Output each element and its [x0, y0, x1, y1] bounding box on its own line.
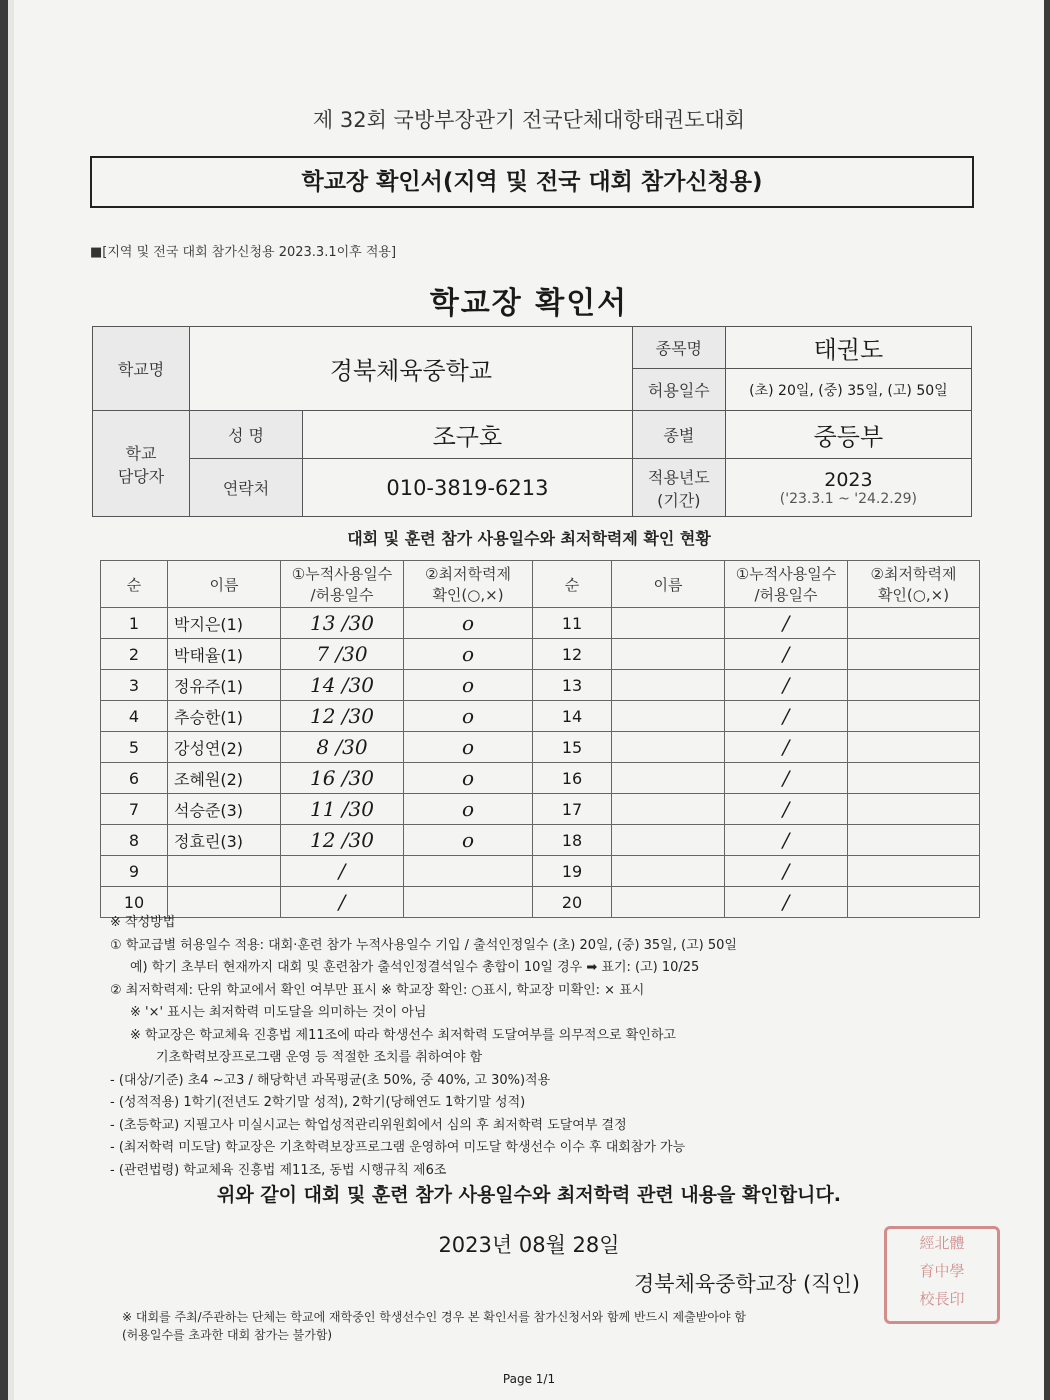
- row-check-2: [848, 639, 980, 670]
- row-check-2: [848, 825, 980, 856]
- row-no-2: 18: [533, 825, 612, 856]
- row-days-2: /: [725, 732, 848, 763]
- row-name: 박지은(1): [168, 608, 281, 639]
- row-check-2: [848, 763, 980, 794]
- col-days: ①누적사용일수 /허용일수: [281, 561, 404, 608]
- row-name-2: [612, 856, 725, 887]
- event-name: 태권도: [725, 327, 971, 369]
- row-check: o: [404, 794, 533, 825]
- instruction-line: - (대상/기준) 초4 ~고3 / 해당학년 과목평균(초 50%, 중 40%, 고 30%)적용: [110, 1072, 551, 1088]
- row-no-2: 12: [533, 639, 612, 670]
- row-check: o: [404, 763, 533, 794]
- instruction-line: - (관련법령) 학교체육 진흥법 제11조, 동법 시행규칙 제6조: [110, 1162, 447, 1178]
- page-number: Page 1/1: [502, 1372, 556, 1386]
- row-days: 8 /30: [281, 732, 404, 763]
- applicability-note: ■[지역 및 전국 대회 참가신청용 2023.3.1이후 적용]: [90, 245, 397, 260]
- row-name: 추승한(1): [168, 701, 281, 732]
- col-name-2: 이름: [612, 561, 725, 608]
- table-row: [101, 763, 980, 794]
- row-no-2: 19: [533, 856, 612, 887]
- row-days: 11 /30: [281, 794, 404, 825]
- form-title-box: 학교장 확인서(지역 및 전국 대회 참가신청용): [90, 156, 974, 208]
- row-no-2: 20: [533, 887, 612, 918]
- year-label: 적용년도 (기간): [632, 459, 725, 517]
- row-check: [404, 856, 533, 887]
- row-no: 1: [101, 608, 168, 639]
- allowed-days-label: 허용일수: [632, 369, 725, 411]
- table-row: [101, 639, 980, 670]
- contact-phone-label: 연락처: [190, 459, 303, 517]
- instruction-line: ※ 학교장은 학교체육 진흥법 제11조에 따라 학생선수 최저학력 도달여부를 의무적으로 확인하고: [130, 1027, 676, 1043]
- principal-signature: 경북체육중학교장 (직인): [634, 1272, 860, 1296]
- row-no-2: 14: [533, 701, 612, 732]
- footnote: [122, 1308, 1002, 1344]
- table-row: [101, 670, 980, 701]
- contact-name: 조구호: [303, 411, 633, 459]
- contact-phone: 010-3819-6213: [303, 459, 633, 517]
- row-no-2: 13: [533, 670, 612, 701]
- row-name-2: [612, 825, 725, 856]
- row-no: 10: [101, 887, 168, 918]
- row-name-2: [612, 670, 725, 701]
- row-days-2: /: [725, 608, 848, 639]
- event-label: 종목명: [632, 327, 725, 369]
- school-label: 학교명: [93, 327, 190, 411]
- row-days: 16 /30: [281, 763, 404, 794]
- row-days: 13 /30: [281, 608, 404, 639]
- row-check-2: [848, 794, 980, 825]
- row-no: 3: [101, 670, 168, 701]
- contact-label: 학교 담당자: [93, 411, 190, 517]
- row-name-2: [612, 639, 725, 670]
- instruction-line: - (성적적용) 1학기(전년도 2학기말 성적), 2학기(당해연도 1학기말 성적): [110, 1095, 526, 1110]
- row-name-2: [612, 732, 725, 763]
- row-check-2: [848, 701, 980, 732]
- row-name-2: [612, 794, 725, 825]
- row-name: 박태율(1): [168, 639, 281, 670]
- row-name: 조혜원(2): [168, 763, 281, 794]
- document-page: [14, 0, 1044, 1400]
- row-name: 정유주(1): [168, 670, 281, 701]
- row-check: o: [404, 608, 533, 639]
- row-name-2: [612, 701, 725, 732]
- table-row: [101, 794, 980, 825]
- allowed-days: (초) 20일, (중) 35일, (고) 50일: [725, 369, 971, 411]
- col-name: 이름: [168, 561, 281, 608]
- instruction-line: ① 학교급별 허용일수 적용: 대회·훈련 참가 누적사용일수 기입 / 출석인정일수 (초) 20일, (중) 35일, (고) 50일: [110, 937, 737, 953]
- row-check: o: [404, 732, 533, 763]
- row-no-2: 16: [533, 763, 612, 794]
- table-row: [101, 608, 980, 639]
- instruction-line: ※ 작성방법: [110, 915, 176, 930]
- table-row: [101, 825, 980, 856]
- row-days-2: /: [725, 763, 848, 794]
- row-days-2: /: [725, 794, 848, 825]
- row-check: o: [404, 639, 533, 670]
- footnote-line: (허용일수를 초과한 대회 참가는 불가함): [122, 1328, 333, 1342]
- division: 중등부: [725, 411, 971, 459]
- document-date: 2023년 08월 28일: [438, 1233, 620, 1257]
- row-days-2: /: [725, 856, 848, 887]
- col-check-2: ②최저학력제 확인(○,×): [848, 561, 980, 608]
- row-check-2: [848, 608, 980, 639]
- row-name: 석승준(3): [168, 794, 281, 825]
- row-check-2: [848, 732, 980, 763]
- table-row: [101, 732, 980, 763]
- row-days-2: /: [725, 887, 848, 918]
- instruction-line: ※ '×' 표시는 최저학력 미도달을 의미하는 것이 아님: [130, 1005, 427, 1020]
- row-no-2: 15: [533, 732, 612, 763]
- table-row: [101, 856, 980, 887]
- document-title: 학교장 확인서: [429, 286, 629, 321]
- row-no: 8: [101, 825, 168, 856]
- row-days: /: [281, 887, 404, 918]
- row-name-2: [612, 608, 725, 639]
- instruction-line: 기초학력보장프로그램 운영 등 적절한 조치를 취하여야 함: [156, 1050, 483, 1065]
- row-days: 12 /30: [281, 825, 404, 856]
- instruction-line: 예) 학기 초부터 현재까지 대회 및 훈련참가 출석인정결석일수 총합이 10일 경우 ➡ 표기: (고) 10/25: [130, 960, 700, 975]
- year: 2023: [824, 468, 873, 491]
- row-check-2: [848, 670, 980, 701]
- row-no: 4: [101, 701, 168, 732]
- row-check: o: [404, 701, 533, 732]
- row-name: 강성연(2): [168, 732, 281, 763]
- period: ('23.3.1 ~ '24.2.29): [779, 490, 918, 507]
- row-name: [168, 856, 281, 887]
- school-name: 경북체육중학교: [190, 327, 633, 411]
- row-no: 9: [101, 856, 168, 887]
- confirmation-statement: 위와 같이 대회 및 훈련 참가 사용일수와 최저학력 관련 내용을 확인합니다.: [217, 1184, 841, 1206]
- col-no-2: 순: [533, 561, 612, 608]
- col-days-2: ①누적사용일수 /허용일수: [725, 561, 848, 608]
- row-no: 7: [101, 794, 168, 825]
- col-check: ②최저학력제 확인(○,×): [404, 561, 533, 608]
- row-name-2: [612, 763, 725, 794]
- event-title: 제 32회 국방부장관기 전국단체대항태권도대회: [312, 108, 746, 132]
- table-row: [101, 701, 980, 732]
- row-no: 6: [101, 763, 168, 794]
- row-days: /: [281, 856, 404, 887]
- row-check: o: [404, 670, 533, 701]
- instruction-line: ② 최저학력제: 단위 학교에서 확인 여부만 표시 ※ 학교장 확인: ○표시, 학교장 미확인: × 표시: [110, 982, 645, 998]
- col-no: 순: [101, 561, 168, 608]
- footnote-line: ※ 대회를 주최/주관하는 단체는 학교에 재학중인 학생선수인 경우 본 확인서를 참가신청서와 함께 반드시 제출받아야 함: [122, 1310, 746, 1324]
- row-days: 12 /30: [281, 701, 404, 732]
- row-days-2: /: [725, 639, 848, 670]
- instruction-line: - (최저학력 미도달) 학교장은 기초학력보장프로그램 운영하여 미도달 학생선수 이수 후 대회참가 가능: [110, 1140, 686, 1155]
- school-info-table: [92, 326, 972, 517]
- row-days: 7 /30: [281, 639, 404, 670]
- row-check: o: [404, 825, 533, 856]
- row-no-2: 17: [533, 794, 612, 825]
- year-cell: [725, 459, 971, 517]
- division-label: 종별: [632, 411, 725, 459]
- row-days: 14 /30: [281, 670, 404, 701]
- instruction-line: - (초등학교) 지필고사 미실시교는 학업성적관리위원회에서 심의 후 최저학력 도달여부 결정: [110, 1117, 627, 1133]
- row-check-2: [848, 856, 980, 887]
- participation-table: [100, 560, 980, 918]
- row-days-2: /: [725, 825, 848, 856]
- instructions: [110, 912, 970, 1182]
- official-seal-stamp: 經北體 育中學 校長印: [884, 1226, 1000, 1324]
- contact-name-label: 성 명: [190, 411, 303, 459]
- row-name: 정효린(3): [168, 825, 281, 856]
- row-no-2: 11: [533, 608, 612, 639]
- row-days-2: /: [725, 670, 848, 701]
- row-no: 2: [101, 639, 168, 670]
- section-title: 대회 및 훈련 참가 사용일수와 최저학력제 확인 현황: [347, 529, 711, 548]
- row-days-2: /: [725, 701, 848, 732]
- row-no: 5: [101, 732, 168, 763]
